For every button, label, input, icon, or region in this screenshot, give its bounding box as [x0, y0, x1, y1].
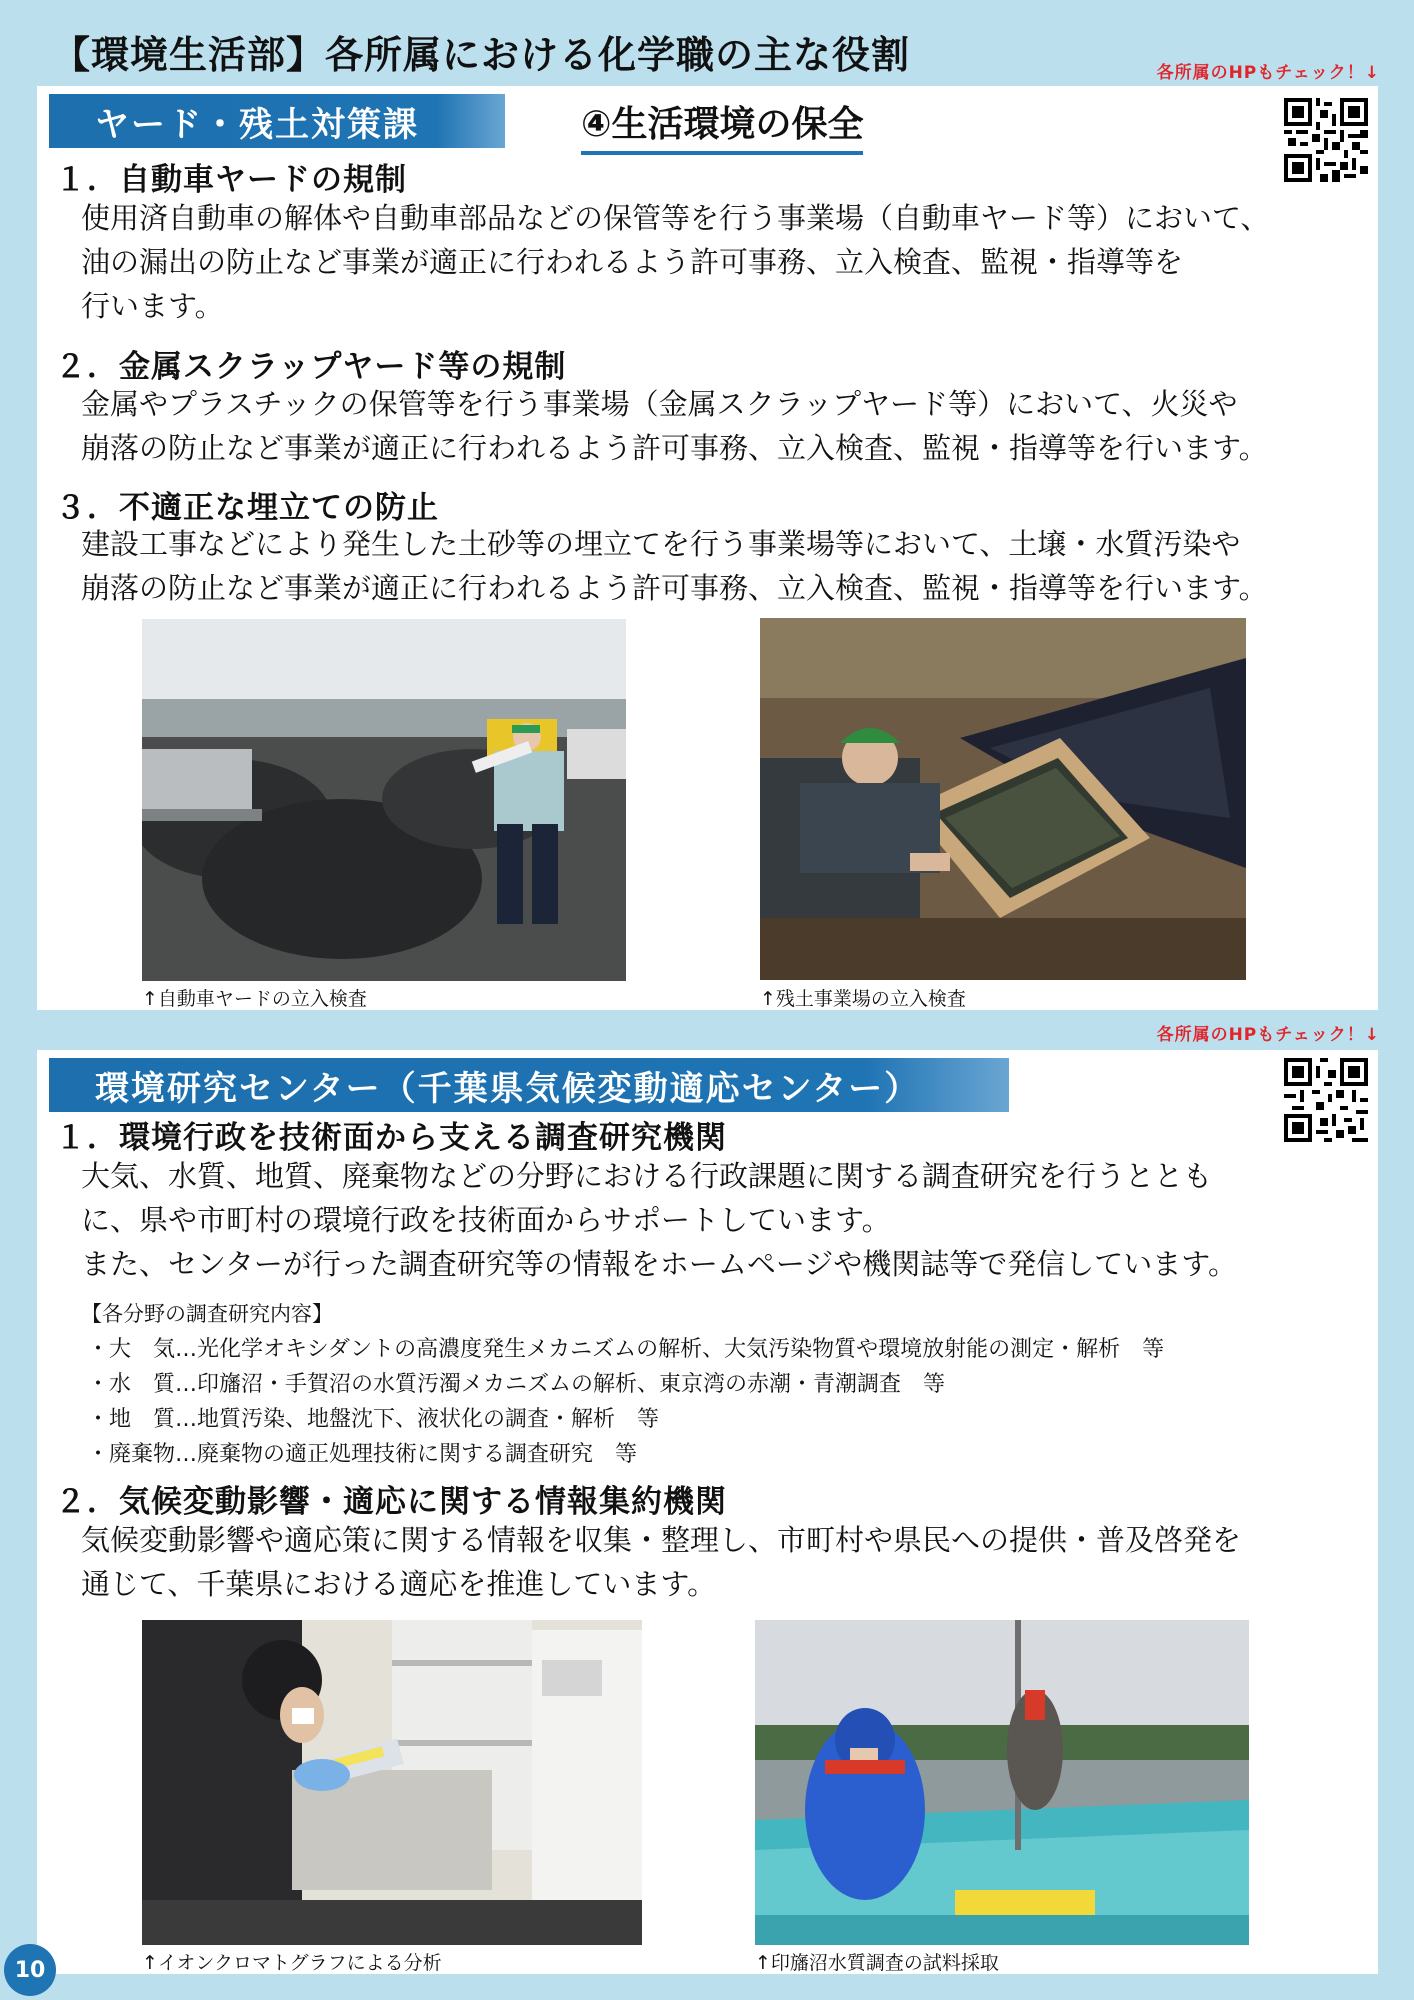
caption-lab-analysis: ↑イオンクロマトグラフによる分析: [142, 1952, 442, 1974]
item-heading-research: １．環境行政を技術面から支える調査研究機関: [55, 1120, 727, 1156]
caption-lake-sampling: ↑印旛沼水質調査の試料採取: [755, 1952, 999, 1974]
hp-check-note-2: 各所属のHPもチェック！↓: [1156, 1025, 1380, 1045]
caption-auto-yard: ↑自動車ヤードの立入検査: [142, 988, 367, 1010]
item-body-research: 大気、水質、地質、廃棄物などの分野における行政課題に関する調査研究を行うととも に、県や市町村の環境行政を技術面からサポートしています。 また、センターが行った調査研究等の情報をホームページや機関誌等で発信しています。: [81, 1159, 1237, 1281]
item-body-climate: 気候変動影響や適応策に関する情報を収集・整理し、市町村や県民への提供・普及啓発を 通じて、千葉県における適応を推進しています。: [81, 1523, 1242, 1601]
item-heading-auto-yard: １．自動車ヤードの規制: [55, 162, 407, 198]
item-body-scrap-yard: 金属やプラスチックの保管等を行う事業場（金属スクラップヤード等）において、火災や 崩落の防止など事業が適正に行われるよう許可事務、立入検査、監視・指導等を行います。: [81, 387, 1268, 465]
list-item: ・大 気…光化学オキシダントの高濃度発生メカニズムの解析、大気汚染物質や環境放射能の測定・解析 等: [87, 1337, 1165, 1362]
dept-tag-yard: ヤード・残土対策課: [49, 94, 505, 148]
caption-soil-site: ↑残土事業場の立入検査: [760, 988, 966, 1010]
item-heading-landfill: ３．不適正な埋立ての防止: [55, 490, 439, 526]
auto-yard-photo: [142, 619, 626, 981]
dept-tag-research-center: 環境研究センター（千葉県気候変動適応センター）: [49, 1058, 1009, 1112]
lake-sampling-photo: [755, 1620, 1249, 1945]
soil-site-photo: [760, 618, 1246, 980]
list-item: ・廃棄物…廃棄物の適正処理技術に関する調査研究 等: [87, 1442, 638, 1467]
item-body-landfill: 建設工事などにより発生した土砂等の埋立てを行う事業場等において、土壌・水質汚染や 崩落の防止など事業が適正に行われるよう許可事務、立入検査、監視・指導等を行います。: [81, 527, 1268, 605]
page-title: 【環境生活部】各所属における化学職の主な役割: [52, 33, 911, 77]
hp-check-note: 各所属のHPもチェック！↓: [1156, 63, 1380, 83]
research-fields-subhead: 【各分野の調査研究内容】: [81, 1302, 333, 1326]
item-body-auto-yard: 使用済自動車の解体や自動車部品などの保管等を行う事業場（自動車ヤード等）において、 油の漏出の防止など事業が適正に行われるよう許可事務、立入検査、監視・指導等を 行います。: [81, 201, 1270, 323]
section-title: ④生活環境の保全: [581, 96, 863, 155]
top-panel: [37, 86, 1378, 1010]
lab-analysis-photo: [142, 1620, 642, 1945]
page-number: 10: [4, 1944, 56, 1996]
item-heading-scrap-yard: ２．金属スクラップヤード等の規制: [55, 349, 567, 385]
list-item: ・水 質…印旛沼・手賀沼の水質汚濁メカニズムの解析、東京湾の赤潮・青潮調査 等: [87, 1372, 946, 1397]
list-item: ・地 質…地質汚染、地盤沈下、液状化の調査・解析 等: [87, 1407, 660, 1432]
bottom-panel: [37, 1050, 1378, 1974]
qr-code-icon[interactable]: [1284, 1058, 1368, 1142]
item-heading-climate: ２．気候変動影響・適応に関する情報集約機関: [55, 1484, 727, 1520]
qr-code-icon[interactable]: [1284, 98, 1368, 182]
